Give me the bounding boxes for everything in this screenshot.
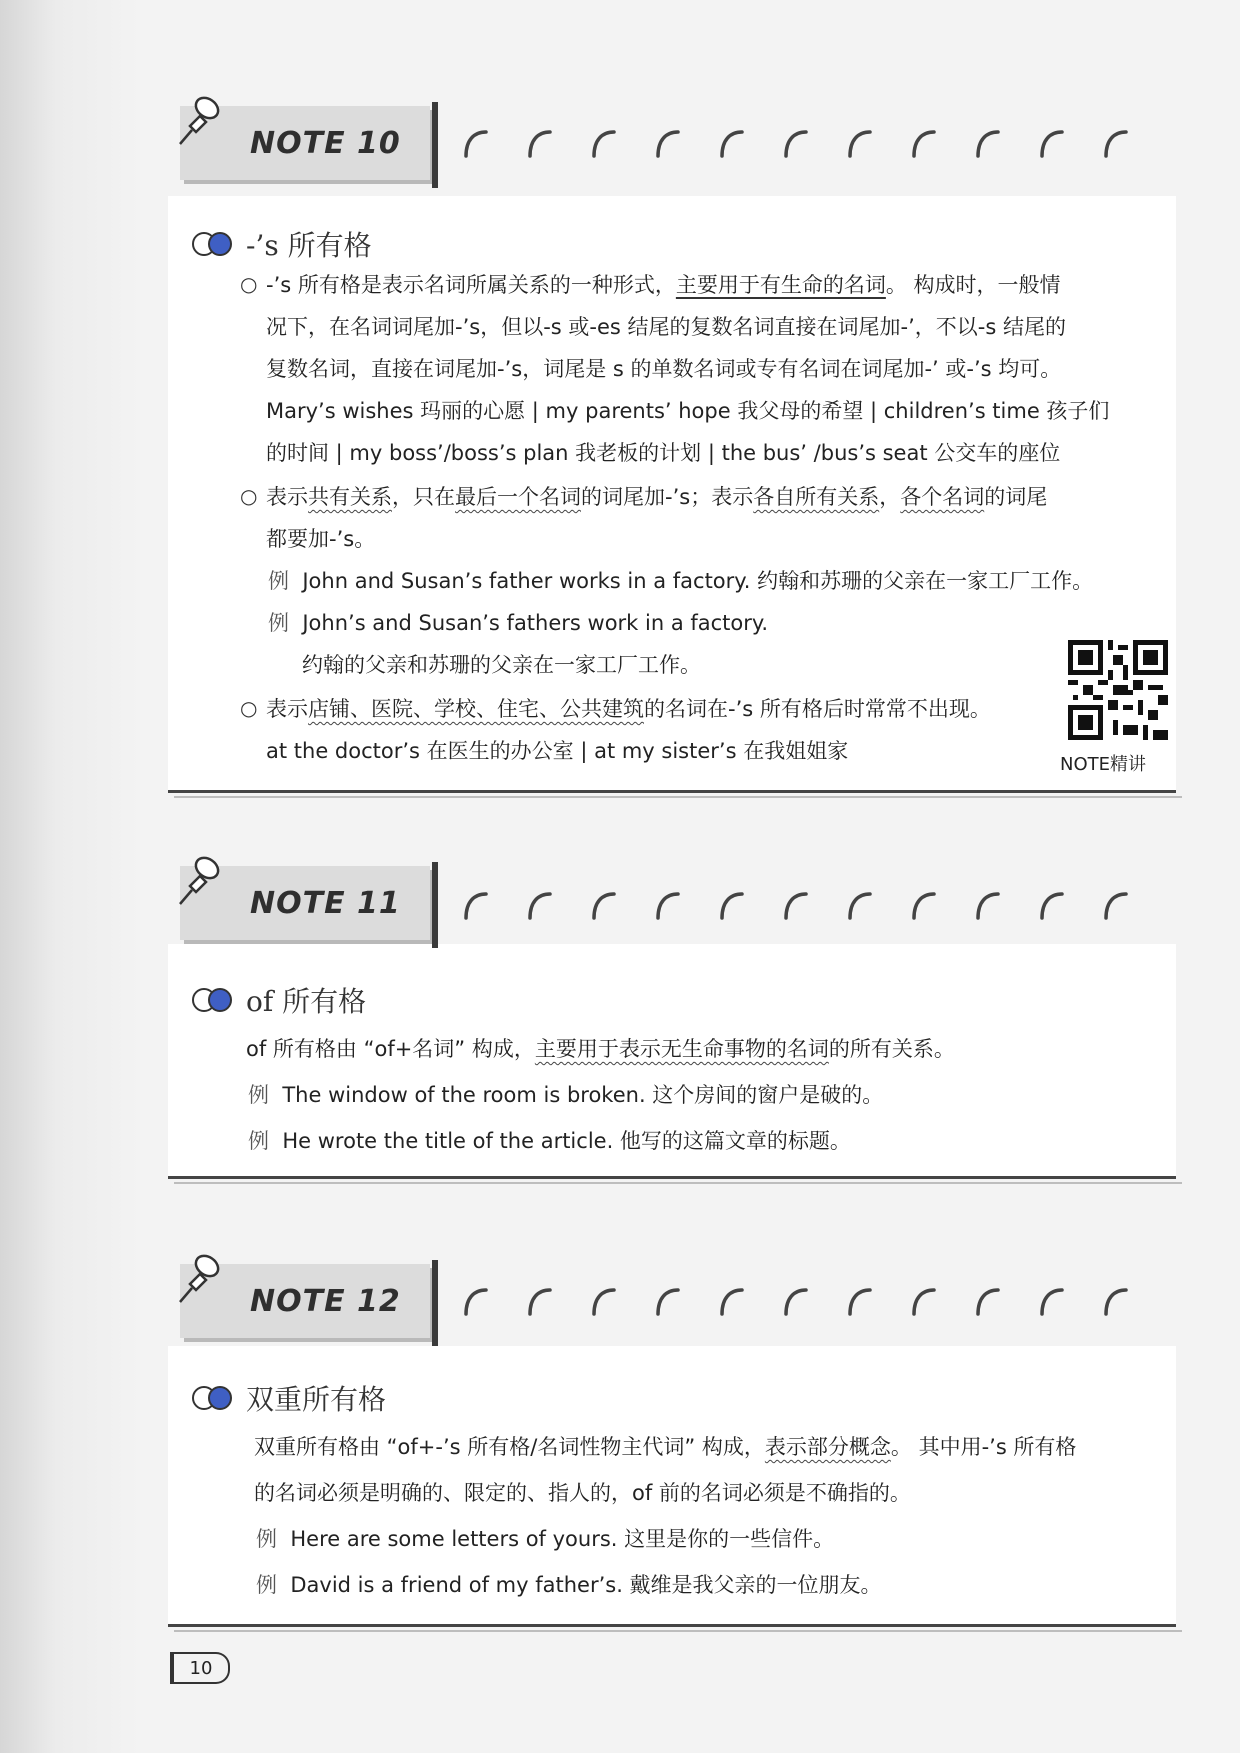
- page-number: 10: [170, 1652, 230, 1684]
- example-line: 例 John and Susan’s father works in a factory. 约翰和苏珊的父亲在一家工厂工作。: [268, 569, 1094, 593]
- paragraph-line: 都要加-’s。: [266, 527, 376, 551]
- tab-divider: [432, 102, 438, 188]
- example-line: 例 John’s and Susan’s fathers work in a factory.: [268, 611, 769, 635]
- example-line: 例 Here are some letters of yours. 这里是你的一些信件。: [256, 1527, 835, 1551]
- heading-text: of 所有格: [246, 985, 367, 1018]
- paragraph-line: -’s 所有格是表示名词所属关系的一种形式，主要用于有生命的名词。 构成时，一般情: [266, 273, 1061, 297]
- example-marker: 例: [248, 1083, 269, 1107]
- double-circle-icon: [190, 1384, 238, 1412]
- example-line: 例 David is a friend of my father’s. 戴维是我父亲的一位朋友。: [256, 1573, 882, 1597]
- example-marker: 例: [256, 1527, 277, 1551]
- paragraph-line: 表示共有关系，只在最后一个名词的词尾加-’s；表示各自所有关系，各个名词的词尾: [266, 485, 1048, 509]
- note-label: NOTE 12: [250, 1284, 401, 1319]
- binder-rings-decoration: [458, 1282, 1158, 1322]
- bullet-circle-icon: ○: [240, 272, 258, 296]
- paragraph-line: 况下，在名词词尾加-’s，但以-s 或-es 结尾的复数名词直接在词尾加-’，不以-s 结尾的: [266, 315, 1066, 339]
- double-circle-icon: [190, 230, 238, 258]
- bullet-circle-icon: ○: [240, 484, 258, 508]
- paragraph-line: 双重所有格由 “of+-’s 所有格/名词性物主代词” 构成，表示部分概念。 其中用-’s 所有格: [254, 1435, 1077, 1459]
- example-line: 例 The window of the room is broken. 这个房间的窗户是破的。: [248, 1083, 884, 1107]
- note-12-tab: [180, 1264, 430, 1338]
- example-phrases-line: Mary’s wishes 玛丽的心愿 | my parents’ hope 我父母的希望 | children’s time 孩子们: [266, 399, 1110, 423]
- example-phrases-line: 的时间 | my boss’/boss’s plan 我老板的计划 | the bus’ /bus’s seat 公交车的座位: [266, 441, 1061, 465]
- bullet-circle-icon: ○: [240, 696, 258, 720]
- pushpin-icon: [174, 90, 234, 150]
- paragraph-line: of 所有格由 “of+名词” 构成，主要用于表示无生命事物的名词的所有关系。: [246, 1037, 955, 1061]
- example-marker: 例: [268, 569, 289, 593]
- binder-rings-decoration: [458, 886, 1158, 926]
- double-circle-icon: [190, 986, 238, 1014]
- example-marker: 例: [268, 611, 289, 635]
- heading-text: 双重所有格: [246, 1383, 387, 1416]
- example-line: 例 He wrote the title of the article. 他写的这篇文章的标题。: [248, 1129, 851, 1153]
- tab-divider: [432, 1260, 438, 1346]
- section-heading: [190, 1378, 386, 1418]
- section-heading: [190, 980, 366, 1020]
- heading-text: -’s 所有格: [246, 229, 372, 262]
- qr-code-icon[interactable]: [1068, 640, 1168, 740]
- binder-rings-decoration: [458, 124, 1158, 164]
- note-label: NOTE 10: [250, 126, 401, 161]
- example-phrases-line: at the doctor’s 在医生的办公室 | at my sister’s 在我姐姐家: [266, 739, 849, 763]
- section-heading: [190, 224, 372, 264]
- paragraph-line: 复数名词，直接在词尾加-’s，词尾是 s 的单数名词或专有名词在词尾加-’ 或-’s 均可。: [266, 357, 1062, 381]
- note-label: NOTE 11: [250, 886, 401, 921]
- page-edge-shadow: [0, 0, 140, 1753]
- pushpin-icon: [174, 1248, 234, 1308]
- example-translation: 约翰的父亲和苏珊的父亲在一家工厂工作。: [302, 653, 701, 677]
- note-10-tab: [180, 106, 430, 180]
- note-11-tab: [180, 866, 430, 940]
- qr-code-label: NOTE精讲: [1060, 754, 1147, 775]
- tab-divider: [432, 862, 438, 948]
- pushpin-icon: [174, 850, 234, 910]
- example-marker: 例: [248, 1129, 269, 1153]
- paragraph-line: 表示店铺、医院、学校、住宅、公共建筑的名词在-’s 所有格后时常常不出现。: [266, 697, 991, 721]
- paragraph-line: 的名词必须是明确的、限定的、指人的，of 前的名词必须是不确指的。: [254, 1481, 911, 1505]
- example-marker: 例: [256, 1573, 277, 1597]
